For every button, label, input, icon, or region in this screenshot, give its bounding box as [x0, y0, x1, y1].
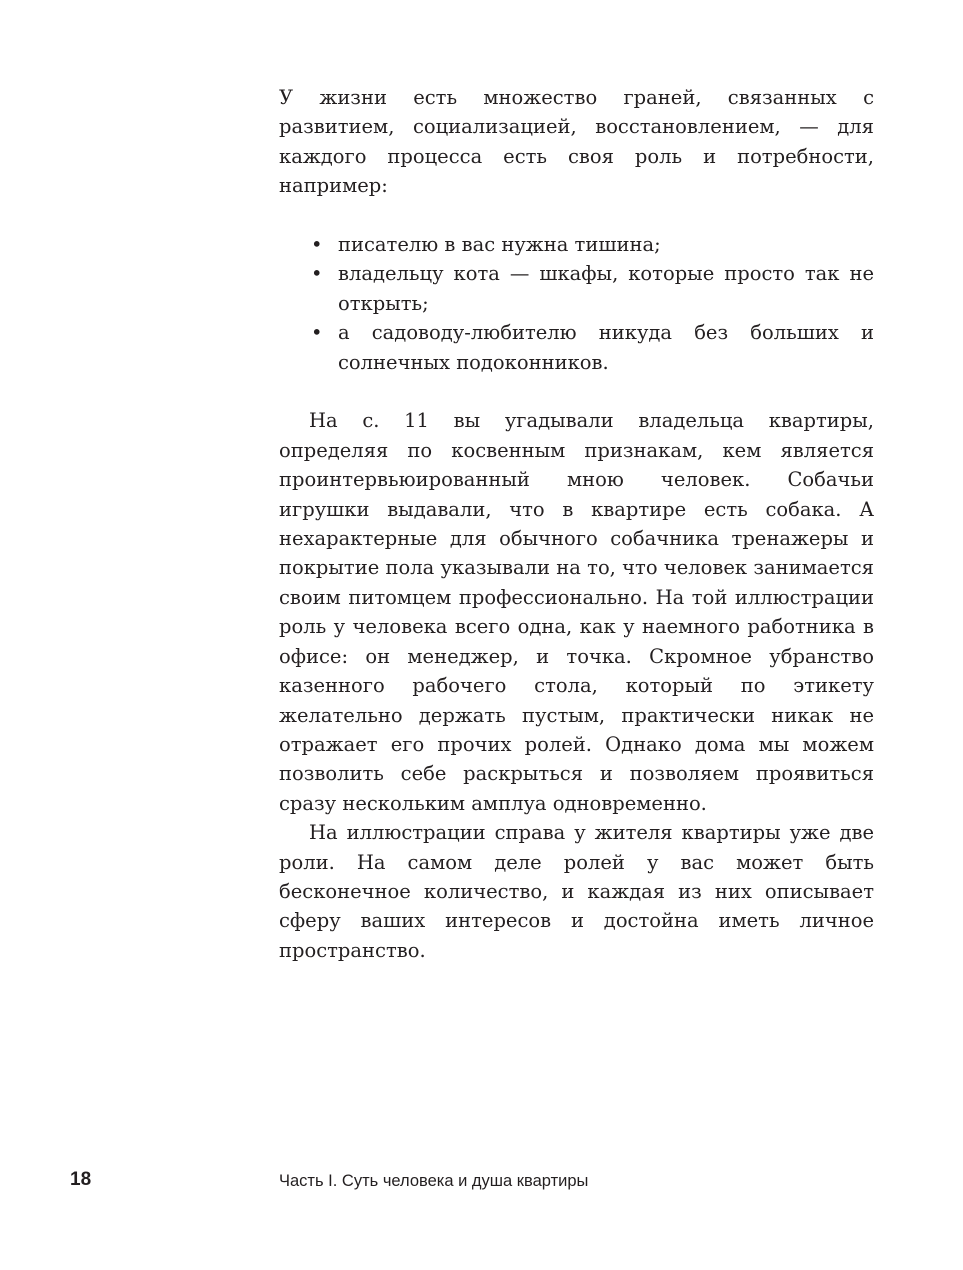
list-item — [279, 318, 874, 377]
list-item — [279, 259, 874, 318]
bullet-list — [279, 230, 874, 377]
bullet-icon: • — [311, 233, 323, 257]
list-item-text: владельцу кота — шкафы, которые просто так не открыть; — [338, 262, 874, 315]
main-text — [279, 83, 874, 965]
list-item — [279, 230, 874, 259]
list-item-text: а садоводу-любителю никуда без больших и солнечных подоконников. — [338, 321, 874, 374]
running-footer-title: Часть I. Суть человека и душа квартиры — [279, 1172, 589, 1190]
body-paragraph-1: На с. 11 вы угадывали владельца квартиры, определяя по косвенным признакам, кем является проинтервьюированный мною человек. Собачьи игрушки выдавали, что в квартире есть собака. А нехарактерные для обычного собачника тренажеры и покрытие пола указывали на то, что человек занимается своим питомцем профессионально. На той иллюстрации роль у человека всего одна, как у наемного работника в офисе: он менеджер, и точка. Скромное убранство казенного рабочего стола, который по этикету желательно держать пустым, практически никак не отражает его прочих ролей. Однако дома мы можем позволить себе раскрыться и позволяем проявиться сразу нескольким амплуа одновременно. — [279, 409, 874, 815]
intro-paragraph: У жизни есть множество граней, связанных с развитием, социализацией, восстановлением, — для каждого процесса есть своя роль и потребности, например: — [279, 86, 874, 198]
bullet-icon: • — [311, 262, 323, 286]
bullet-icon: • — [311, 321, 323, 345]
body-paragraph-2: На иллюстрации справа у жителя квартиры уже две роли. На самом деле ролей у вас может быть бесконечное количество, и каждая из них описывает сферу ваших интересов и достойна иметь личное пространство. — [279, 821, 874, 962]
page-number: 18 — [70, 1169, 92, 1190]
list-item-text: писателю в вас нужна тишина; — [338, 233, 661, 257]
